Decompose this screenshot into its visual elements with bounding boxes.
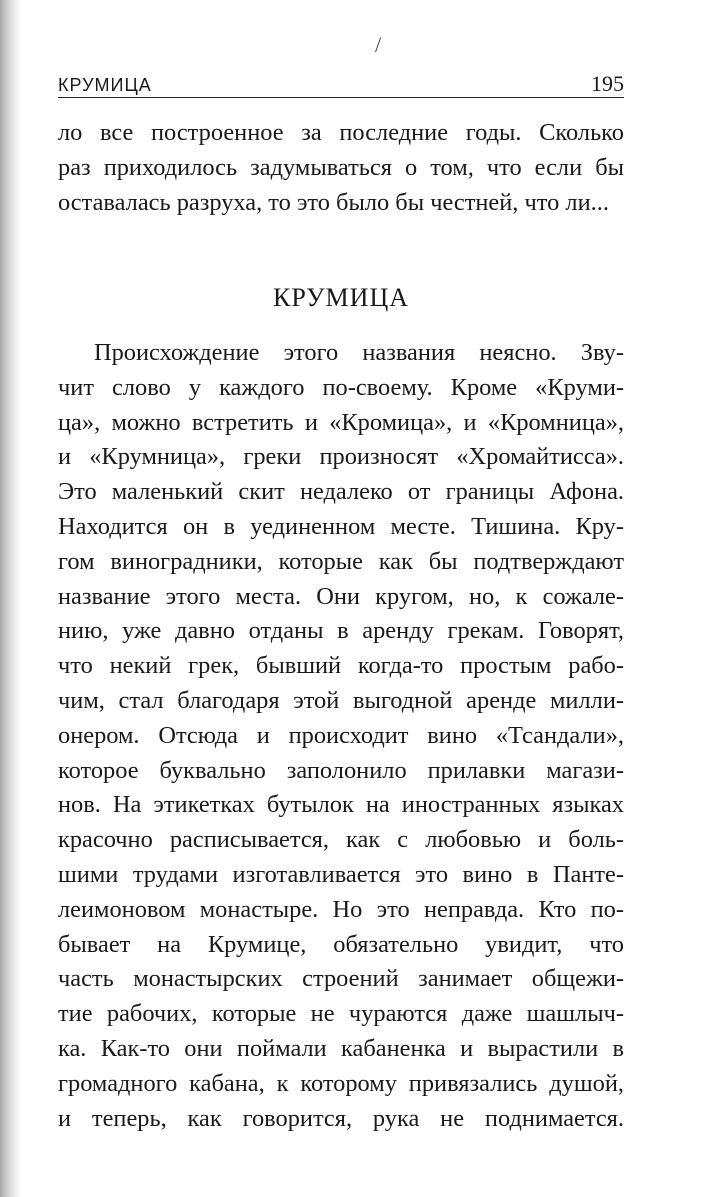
text-line: раз приходилось задумываться о том, что если бы bbox=[58, 153, 624, 181]
text-line: ло все построенное за последние годы. Сколько bbox=[58, 119, 624, 146]
text-line: и теперь, как говорится, рука не поднимается. bbox=[58, 1104, 624, 1132]
text-line: название этого места. Они кругом, но, к сожале- bbox=[58, 582, 624, 610]
running-head-title: КРУМИЦА bbox=[58, 75, 152, 95]
pen-mark-scribble: / bbox=[375, 32, 382, 57]
page-header bbox=[58, 71, 624, 98]
text-line: ка. Как-то они поймали кабаненка и вырастили в bbox=[58, 1034, 624, 1062]
text-line: онером. Отсюда и происходит вино «Тсандали», bbox=[58, 721, 624, 749]
text-line: чим, стал благодаря этой выгодной аренде милли- bbox=[58, 686, 624, 714]
section-paragraph bbox=[58, 336, 624, 1136]
text-line: громадного кабана, к которому привязались душой, bbox=[58, 1069, 624, 1097]
text-line: Происхождение этого названия неясно. Зву- bbox=[94, 339, 624, 366]
page-number: 195 bbox=[591, 71, 624, 96]
text-line: чит слово у каждого по-своему. Кроме «Круми- bbox=[58, 373, 624, 401]
text-line: леимоновом монастыре. Но это неправда. Кто по- bbox=[58, 895, 624, 923]
text-line: часть монастырских строений занимает общежи- bbox=[58, 965, 624, 993]
previous-section-paragraph bbox=[58, 116, 624, 220]
text-line: ца», можно встретить и «Кромица», и «Кромница», bbox=[58, 408, 624, 436]
text-line: оставалась разруха, то это было бы честней, что ли... bbox=[58, 188, 609, 216]
text-line: что некий грек, бывший когда-то простым рабо- bbox=[58, 652, 624, 680]
text-line: и «Крумница», греки произносят «Хромайтисса». bbox=[58, 443, 624, 471]
text-line: бывает на Крумице, обязательно увидит, что bbox=[58, 930, 624, 958]
text-line: красочно расписывается, как с любовью и боль- bbox=[58, 826, 624, 854]
text-line: Это маленький скит недалеко от границы Афона. bbox=[58, 478, 624, 506]
text-line: нию, уже давно отданы в аренду грекам. Говорят, bbox=[58, 617, 624, 645]
scanned-page-edge-shadow bbox=[0, 0, 22, 1197]
text-line: Находится он в уединенном месте. Тишина. Кру- bbox=[58, 512, 624, 540]
text-line: тие рабочих, которые не чураются даже шашлыч- bbox=[58, 1000, 624, 1028]
section-heading: КРУМИЦА bbox=[272, 283, 409, 312]
text-line: гом виноградники, которые как бы подтверждают bbox=[58, 547, 624, 575]
text-line: шими трудами изготавливается это вино в Панте- bbox=[58, 860, 624, 888]
text-line: нов. На этикетках бутылок на иностранных языках bbox=[58, 791, 624, 819]
text-line: которое буквально заполонило прилавки магази- bbox=[58, 756, 624, 784]
